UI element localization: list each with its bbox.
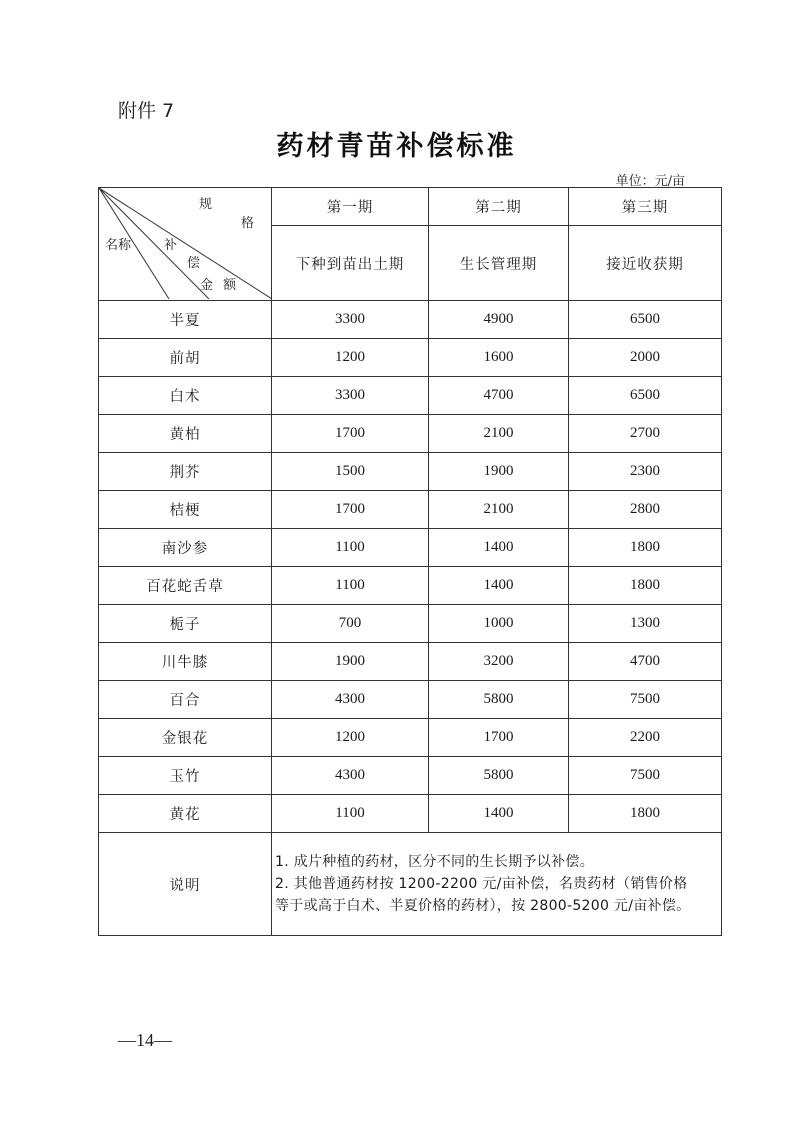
period-3-value: 2300 xyxy=(569,453,722,491)
note-row xyxy=(99,833,722,936)
period-2-value: 1700 xyxy=(429,719,569,757)
period-3-value: 1300 xyxy=(569,605,722,643)
period-2-value: 2100 xyxy=(429,491,569,529)
period-1-value: 3300 xyxy=(272,301,429,339)
table-row xyxy=(99,529,722,567)
herb-name: 前胡 xyxy=(99,339,272,377)
herb-name: 白术 xyxy=(99,377,272,415)
period-2-header: 第二期 xyxy=(429,188,569,226)
period-2-value: 1400 xyxy=(429,567,569,605)
period-2-value: 1400 xyxy=(429,529,569,567)
period-3-value: 4700 xyxy=(569,643,722,681)
period-3-value: 1800 xyxy=(569,529,722,567)
period-2-value: 1400 xyxy=(429,795,569,833)
table-row xyxy=(99,491,722,529)
herb-name: 金银花 xyxy=(99,719,272,757)
period-2-value: 5800 xyxy=(429,757,569,795)
period-1-value: 1100 xyxy=(272,795,429,833)
period-3-value: 7500 xyxy=(569,681,722,719)
period-1-value: 4300 xyxy=(272,757,429,795)
herb-name: 桔梗 xyxy=(99,491,272,529)
period-1-value: 4300 xyxy=(272,681,429,719)
unit-label: 单位：元/亩 xyxy=(615,174,685,189)
period-2-value: 1000 xyxy=(429,605,569,643)
note-line-2: 2. 其他普通药材按 1200-2200 元/亩补偿，名贵药材（销售价格 xyxy=(275,876,688,892)
period-3-desc: 接近收获期 xyxy=(569,226,722,301)
diag-label-chang: 偿 xyxy=(187,256,201,271)
period-2-value: 1900 xyxy=(429,453,569,491)
period-3-header: 第三期 xyxy=(569,188,722,226)
herb-name: 百花蛇舌草 xyxy=(99,567,272,605)
diag-label-bu: 补 xyxy=(164,238,178,253)
period-1-value: 1500 xyxy=(272,453,429,491)
period-1-value: 1700 xyxy=(272,491,429,529)
table-row xyxy=(99,377,722,415)
attachment-label: 附件 7 xyxy=(118,100,175,122)
period-1-value: 700 xyxy=(272,605,429,643)
note-line-3: 等于或高于白术、半夏价格的药材），按 2800-5200 元/亩补偿。 xyxy=(275,898,691,914)
diag-label-gui: 规 xyxy=(199,197,213,212)
compensation-table xyxy=(98,187,722,936)
herb-name: 荆芥 xyxy=(99,453,272,491)
period-3-value: 1800 xyxy=(569,567,722,605)
period-1-value: 1100 xyxy=(272,567,429,605)
document-title: 药材青苗补偿标准 xyxy=(276,131,517,162)
herb-name: 黄柏 xyxy=(99,415,272,453)
period-1-value: 1200 xyxy=(272,719,429,757)
period-1-value: 3300 xyxy=(272,377,429,415)
diagonal-header-cell xyxy=(99,188,272,301)
period-3-value: 2000 xyxy=(569,339,722,377)
herb-name: 栀子 xyxy=(99,605,272,643)
period-2-value: 1600 xyxy=(429,339,569,377)
period-1-value: 1700 xyxy=(272,415,429,453)
herb-name: 半夏 xyxy=(99,301,272,339)
diag-label-ming-cheng: 名称 xyxy=(105,238,132,253)
page-number: —14— xyxy=(118,1030,172,1050)
herb-name: 玉竹 xyxy=(99,757,272,795)
period-2-value: 4700 xyxy=(429,377,569,415)
period-1-value: 1100 xyxy=(272,529,429,567)
period-1-header: 第一期 xyxy=(272,188,429,226)
period-3-value: 2700 xyxy=(569,415,722,453)
note-label: 说明 xyxy=(99,833,272,936)
period-2-value: 4900 xyxy=(429,301,569,339)
period-2-desc: 生长管理期 xyxy=(429,226,569,301)
period-3-value: 6500 xyxy=(569,377,722,415)
period-2-value: 5800 xyxy=(429,681,569,719)
table-row xyxy=(99,757,722,795)
period-1-value: 1900 xyxy=(272,643,429,681)
note-content xyxy=(272,833,722,936)
table-row xyxy=(99,453,722,491)
table-row xyxy=(99,795,722,833)
period-1-value: 1200 xyxy=(272,339,429,377)
diag-label-ge: 格 xyxy=(241,216,255,231)
note-line-1: 1. 成片种植的药材，区分不同的生长期予以补偿。 xyxy=(275,854,595,870)
table-row xyxy=(99,415,722,453)
table-row xyxy=(99,339,722,377)
table-row xyxy=(99,681,722,719)
period-2-value: 2100 xyxy=(429,415,569,453)
herb-name: 百合 xyxy=(99,681,272,719)
period-3-value: 1800 xyxy=(569,795,722,833)
period-1-desc: 下种到苗出土期 xyxy=(272,226,429,301)
header-row-periods xyxy=(99,188,722,226)
diag-label-jin-e: 金 额 xyxy=(200,278,240,293)
herb-name: 川牛膝 xyxy=(99,643,272,681)
period-2-value: 3200 xyxy=(429,643,569,681)
period-3-value: 2800 xyxy=(569,491,722,529)
period-3-value: 7500 xyxy=(569,757,722,795)
period-3-value: 2200 xyxy=(569,719,722,757)
table-row xyxy=(99,567,722,605)
table-row xyxy=(99,643,722,681)
table-row xyxy=(99,301,722,339)
herb-name: 南沙参 xyxy=(99,529,272,567)
table-row xyxy=(99,605,722,643)
table-row xyxy=(99,719,722,757)
period-3-value: 6500 xyxy=(569,301,722,339)
herb-name: 黄花 xyxy=(99,795,272,833)
